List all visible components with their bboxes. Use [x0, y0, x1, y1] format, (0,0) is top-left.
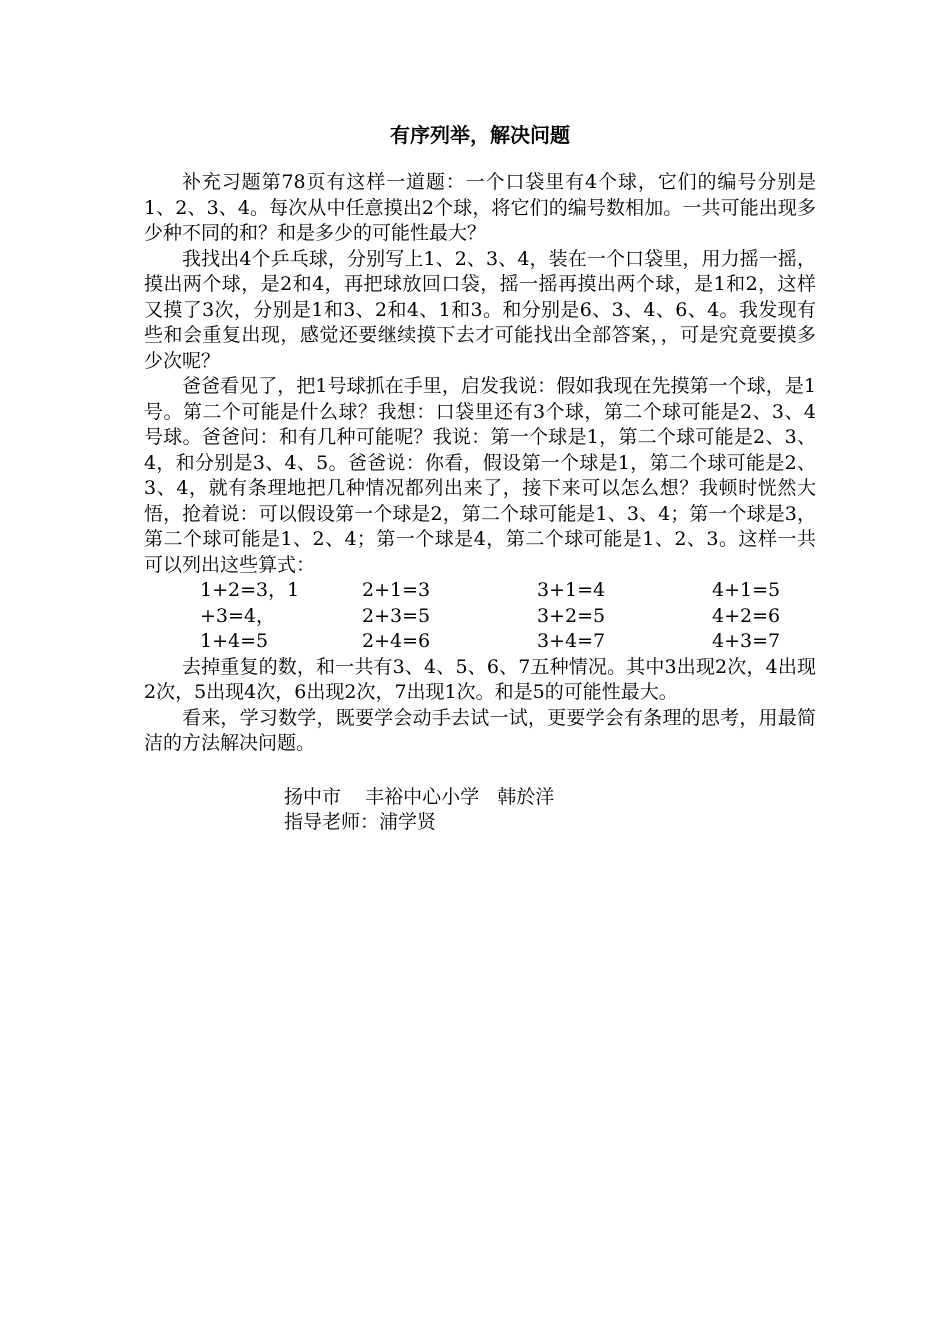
equation-cell: 2+3=5 [362, 604, 431, 627]
signature-block [284, 785, 816, 836]
equation-cell: 3+1=4 [537, 579, 606, 601]
teacher-line: 指导老师：浦学贤 [284, 811, 437, 833]
author-line: 扬中市 丰裕中心小学 韩於洋 [284, 785, 555, 808]
paragraph-problem: 补充习题第78页有这样一道题：一个口袋里有4个球，它们的编号分别是1、2、3、4。每次从中任意摸出2个球，将它们的编号数相加。一共可能出现多少种不同的和？和是多少的可能性最大？ [144, 171, 816, 244]
equation-cell: 1+2=3，1 [200, 579, 300, 601]
paragraph-experiment: 我找出4个乒乓球，分别写上1、2、3、4，装在一个口袋里，用力摇一摇，摸出两个球，是2和4，再把球放回口袋，摇一摇再摸出两个球，是1和2，这样又摸了3次，分别是1和3、2和4、1和3。和分别是6、3、4、6、4。我发现有些和会重复出现，感觉还要继续摸下去才可能找出全部答案，，可是究竟要摸多少次呢？ [144, 247, 816, 372]
equation-cell: 2+4=6 [362, 630, 431, 652]
equation-cell: 4+1=5 [712, 579, 781, 601]
equation-cell: 4+2=6 [712, 604, 781, 627]
paragraph-result: 去掉重复的数，和一共有3、4、5、6、7五种情况。其中3出现2次，4出现2次，5出现4次，6出现2次，7出现1次。和是5的可能性最大。 [144, 655, 816, 703]
paragraph-conclusion: 看来，学习数学，既要学会动手去试一试，更要学会有条理的思考，用最简洁的方法解决问题。 [144, 706, 816, 754]
article-body [144, 120, 816, 836]
equation-cell: +3=4， [200, 604, 276, 627]
paragraph-dad-hint: 爸爸看见了，把1号球抓在手里，启发我说：假如我现在先摸第一个球，是1号。第二个可能是什么球？我想：口袋里还有3个球，第二个球可能是2、3、4号球。爸爸问：和有几种可能呢？我说：第一个球是1，第二个球可能是2、3、4，和分别是3、4、5。爸爸说：你看，假设第一个球是1，第二个球可能是2、3、4，就有条理地把几种情况都列出来了，接下来可以怎么想？我顿时恍然大悟，抢着说：可以假设第一个球是2，第二个球可能是1、3、4；第一个球是3，第二个球可能是1、2、4；第一个球是4，第二个球可能是1、2、3。这样一共可以列出这些算式： [144, 375, 816, 576]
article-title: 有序列举，解决问题 [390, 123, 570, 147]
equation-cell: 1+4=5 [200, 630, 269, 652]
equation-cell: 3+2=5 [537, 604, 606, 627]
equation-cell: 2+1=3 [362, 579, 431, 601]
equation-cell: 4+3=7 [712, 630, 781, 652]
equation-cell: 3+4=7 [537, 630, 606, 652]
equation-table [200, 578, 816, 655]
